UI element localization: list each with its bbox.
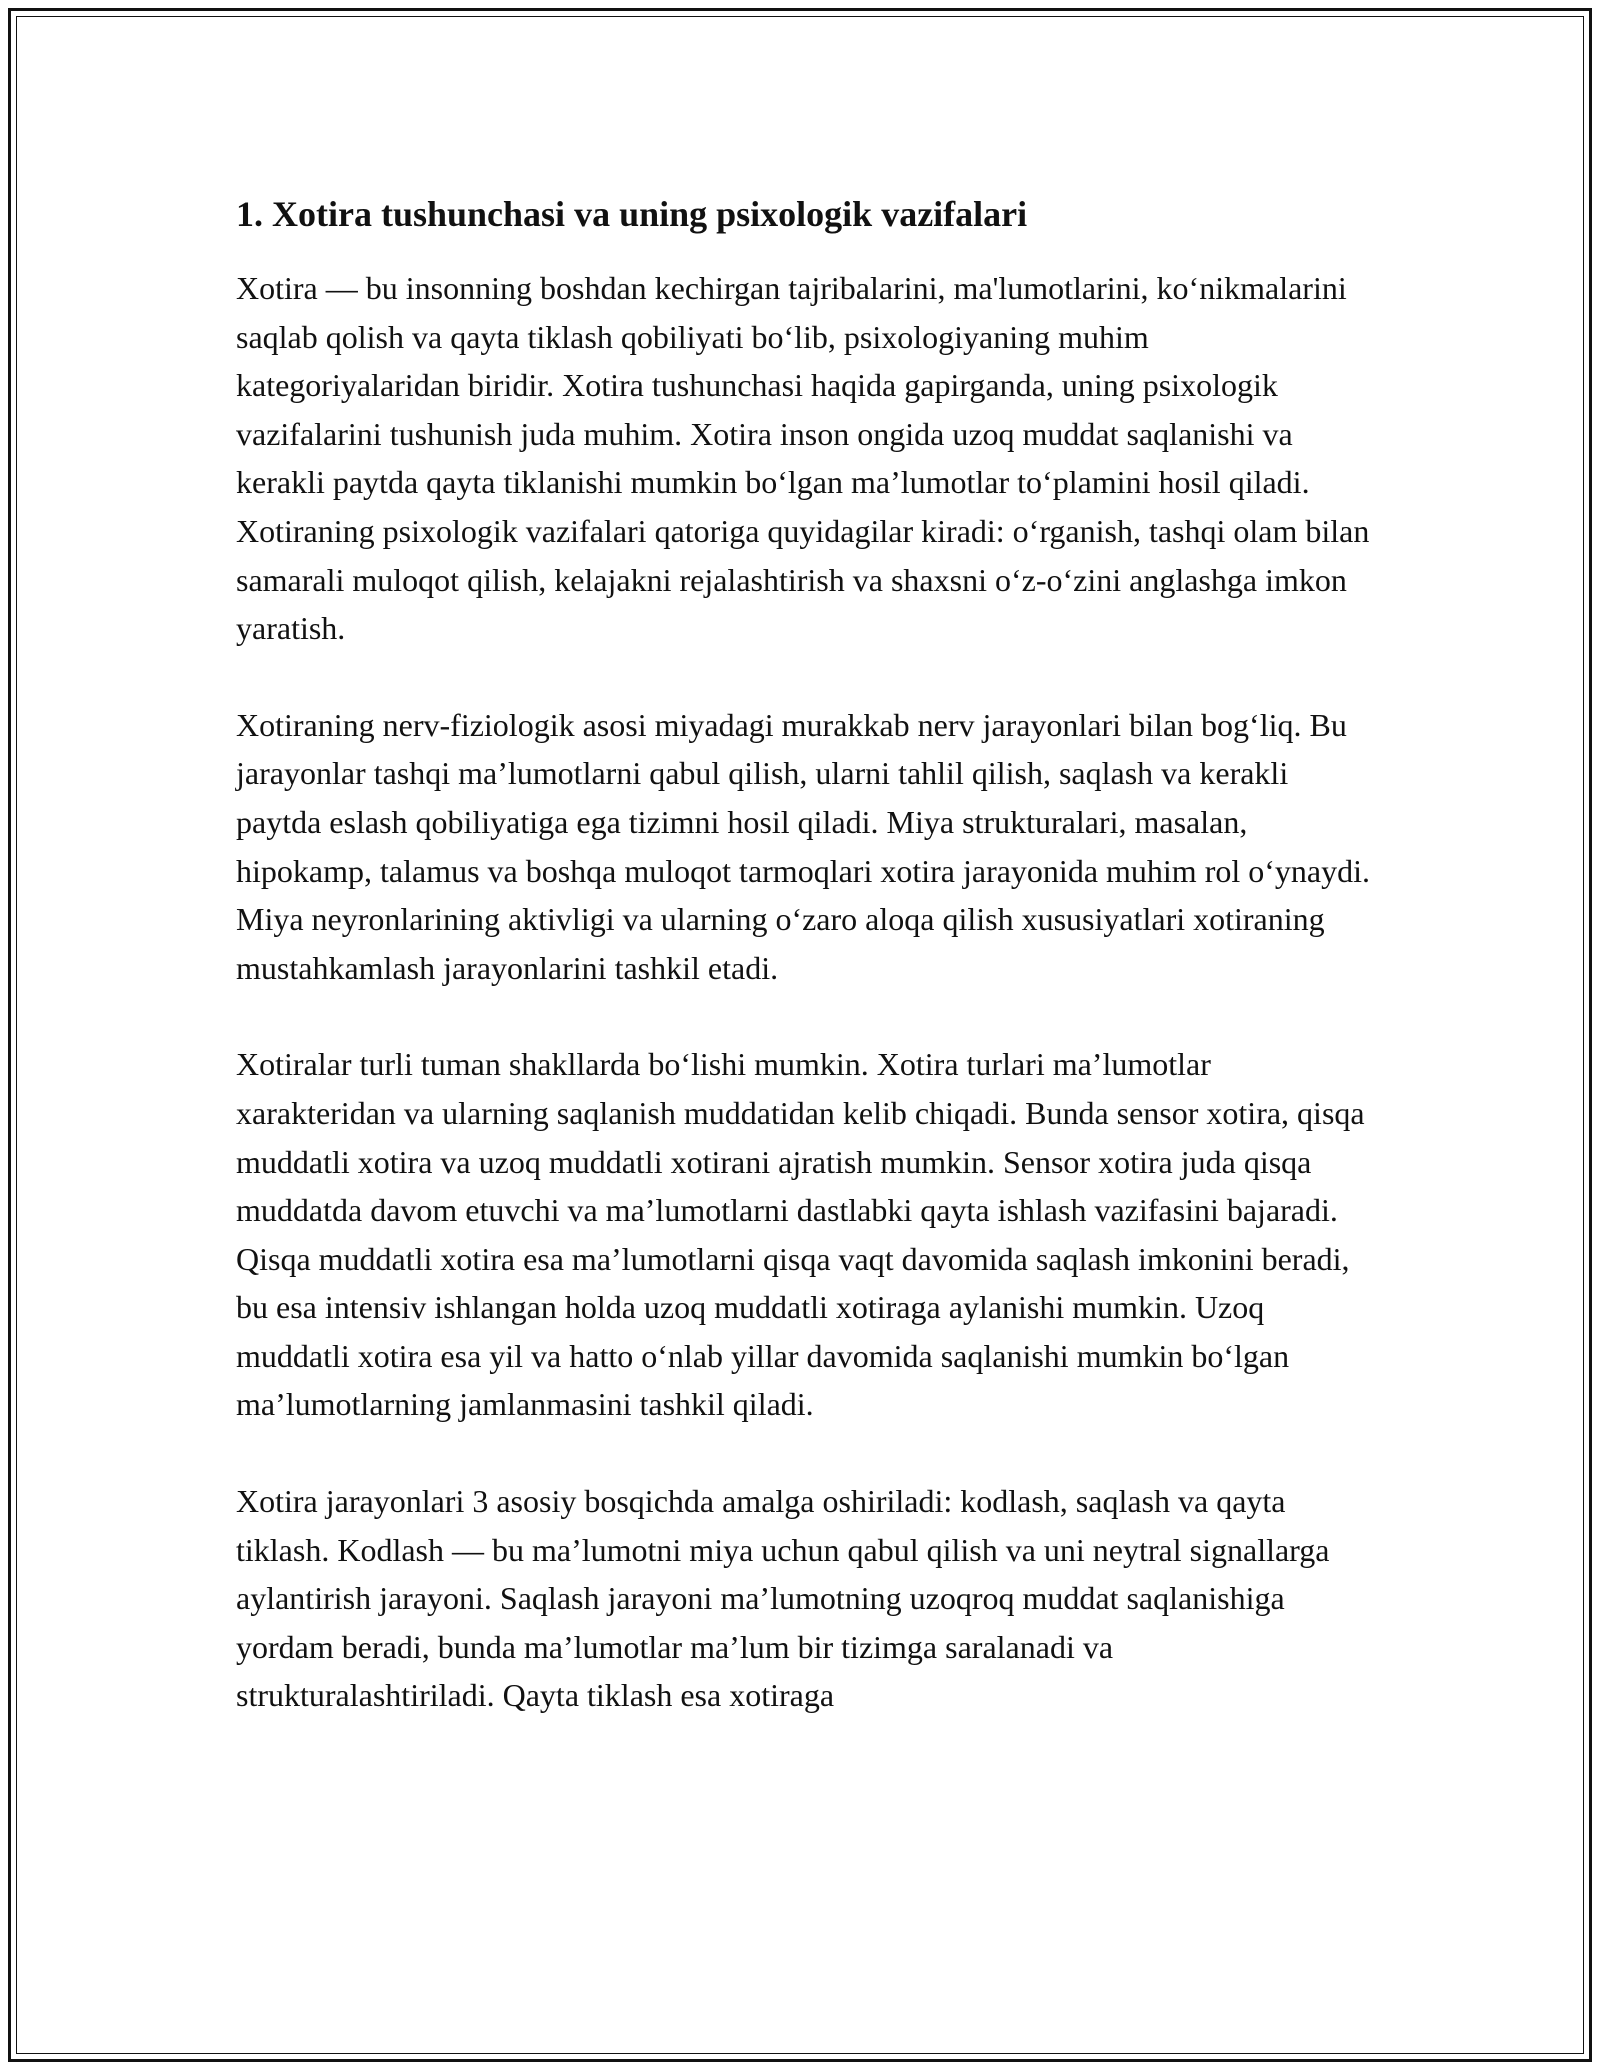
paragraph-1: Xotira — bu insonning boshdan kechirgan tajribalarini, ma'lumotlarini, ko‘nikmalarini saqlab qolish va qayta tiklash qobiliyati bo‘lib, psixologiyaning muhim kategoriyalaridan biridir. Xotira tushunchasi haqida gapirganda, uning psixologik vazifalarini tushunish juda muhim. Xotira inson ongida uzoq muddat saqlanishi va kerakli paytda qayta tiklanishi mumkin bo‘lgan ma’lumotlar to‘plamini hosil qiladi. Xotiraning psixologik vazifalari qatoriga quyidagilar kiradi: o‘rganish, tashqi olam bilan samarali muloqot qilish, kelajakni rejalashtirish va shaxsni o‘z-o‘zini anglashga imkon yaratish. — [236, 270, 1370, 647]
paragraph-2: Xotiraning nerv-fiziologik asosi miyadagi murakkab nerv jarayonlari bilan bog‘liq. Bu jarayonlar tashqi ma’lumotlarni qabul qilish, ularni tahlil qilish, saqlash va kerakli paytda eslash qobiliyatiga ega tizimni hosil qiladi. Miya strukturalari, masalan, hipokamp, talamus va boshqa muloqot tarmoqlari xotira jarayonida muhim rol o‘ynaydi. Miya neyronlarining aktivligi va ularning o‘zaro aloqa qilish xususiyatlari xotiraning mustahkamlash jarayonlarini tashkil etadi. — [236, 706, 1370, 986]
section-heading: 1. Xotira tushunchasi va uning psixologik vazifalari — [236, 194, 1028, 234]
paragraph-4: Xotira jarayonlari 3 asosiy bosqichda amalga oshiriladi: kodlash, saqlash va qayta tiklash. Kodlash — bu ma’lumotni miya uchun qabul qilish va uni neytral signallarga aylantirish jarayoni. Saqlash jarayoni ma’lumotning uzoqroq muddat saqlanishiga yordam beradi, bunda ma’lumotlar ma’lum bir tizimga saralanadi va strukturalashtiriladi. Qayta tiklash esa xotiraga — [236, 1483, 1330, 1714]
document-body — [236, 186, 1376, 1720]
paragraph-3: Xotiralar turli tuman shakllarda bo‘lishi mumkin. Xotira turlari ma’lumotlar xarakteridan va ularning saqlanish muddatidan kelib chiqadi. Bunda sensor xotira, qisqa muddatli xotira va uzoq muddatli xotirani ajratish mumkin. Sensor xotira juda qisqa muddatda davom etuvchi va ma’lumotlarni dastlabki qayta ishlash vazifasini bajaradi. Qisqa muddatli xotira esa ma’lumotlarni qisqa vaqt davomida saqlash imkonini beradi, bu esa intensiv ishlangan holda uzoq muddatli xotiraga aylanishi mumkin. Uzoq muddatli xotira esa yil va hatto o‘nlab yillar davomida saqlanishi mumkin bo‘lgan ma’lumotlarning jamlanmasini tashkil qiladi. — [236, 1046, 1365, 1423]
